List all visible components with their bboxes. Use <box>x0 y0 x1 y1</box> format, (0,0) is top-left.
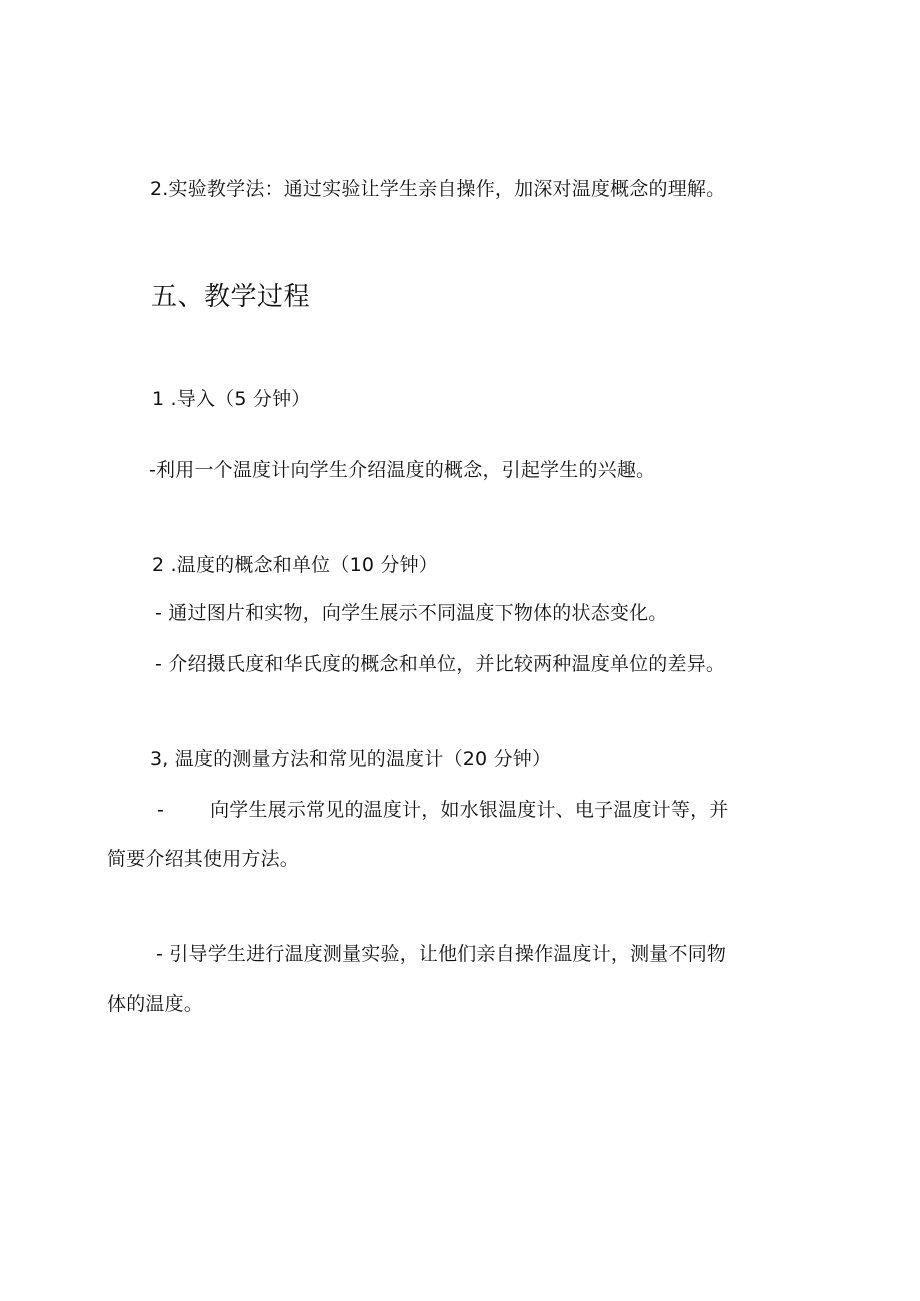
step-2-title: 2 .温度的概念和单位（10 分钟） <box>152 554 438 576</box>
section-heading: 五、教学过程 <box>151 282 311 312</box>
step-2-bullet-1: - 通过图片和实物，向学生展示不同温度下物体的状态变化。 <box>155 602 668 624</box>
step-3-bullet-1-line-1 <box>157 797 728 823</box>
step-3-bullet-1-line-2: 简要介绍其使用方法。 <box>107 848 300 870</box>
step-3-bullet-1-text: 向学生展示常见的温度计，如水银温度计、电子温度计等，并 <box>210 799 729 821</box>
step-3-bullet-2-line-2: 体的温度。 <box>107 993 204 1015</box>
step-3-bullet-2-line-1: - 引导学生进行温度测量实验，让他们亲自操作温度计，测量不同物 <box>156 943 727 965</box>
step-3-title: 3, 温度的测量方法和常见的温度计（20 分钟） <box>150 748 552 770</box>
step-2-bullet-2: - 介绍摄氏度和华氏度的概念和单位，并比较两种温度单位的差异。 <box>155 653 726 675</box>
bullet-dash: - <box>157 799 165 821</box>
step-1-title: 1 .导入（5 分钟） <box>152 388 311 410</box>
step-1-bullet-1: -利用一个温度计向学生介绍温度的概念，引起学生的兴趣。 <box>149 459 656 481</box>
teaching-method-item: 2.实验教学法：通过实验让学生亲自操作，加深对温度概念的理解。 <box>150 178 726 200</box>
